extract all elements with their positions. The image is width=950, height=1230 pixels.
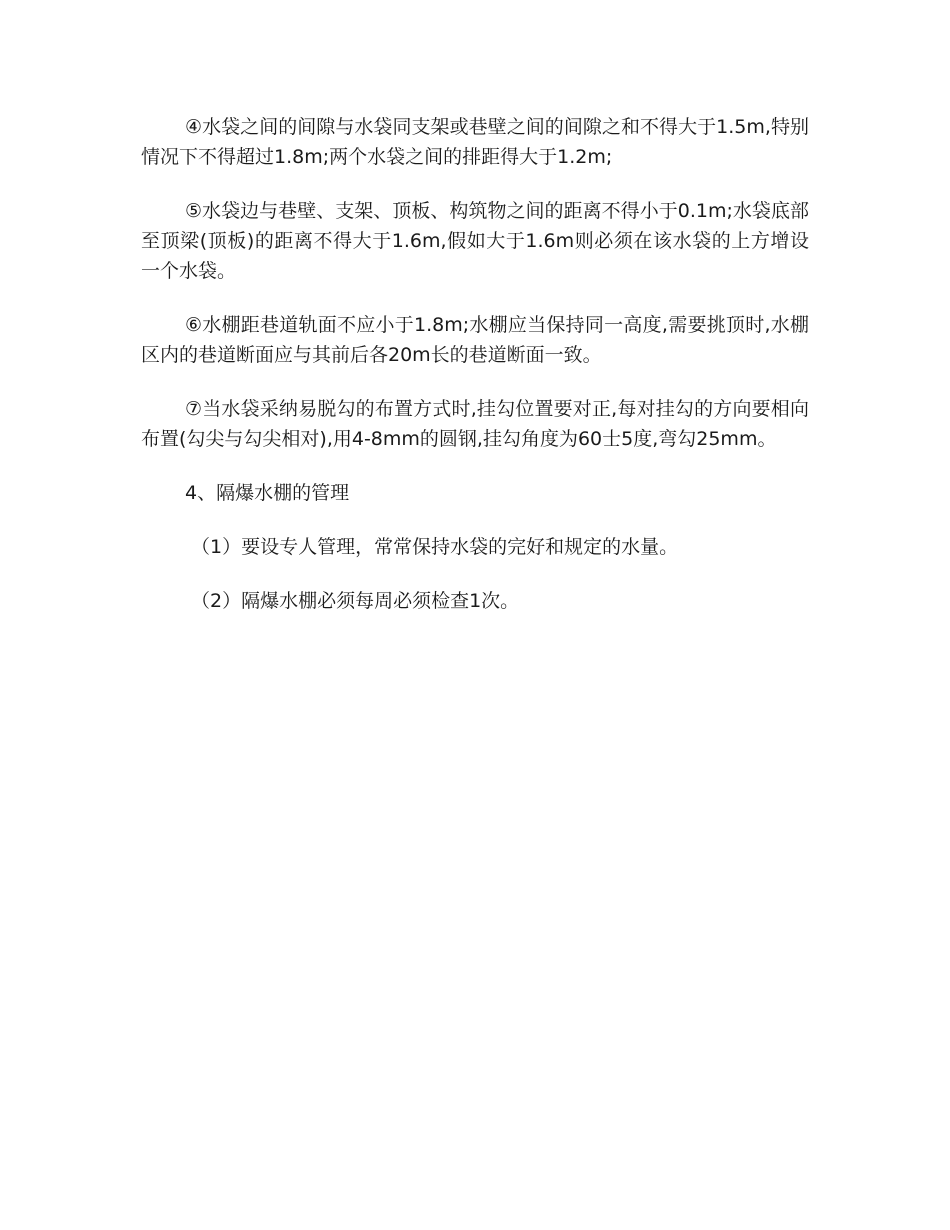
paragraph-item-4: ④水袋之间的间隙与水袋同支架或巷壁之间的间隙之和不得大于1.5m,特别情况下不得超过1.8m;两个水袋之间的排距得大于1.2m; xyxy=(141,116,809,168)
section-heading: 4、隔爆水棚的管理 xyxy=(185,482,350,504)
paragraph-item-5: ⑤水袋边与巷壁、支架、顶板、构筑物之间的距离不得小于0.1m;水袋底部至顶梁(顶板)的距离不得大于1.6m,假如大于1.6m则必须在该水袋的上方增设一个水袋。 xyxy=(141,200,809,282)
document-body xyxy=(141,112,809,640)
paragraph-item-7: ⑦当水袋采纳易脱勾的布置方式时,挂勾位置要对正,每对挂勾的方向要相向布置(勾尖与勾尖相对),用4-8mm的圆钢,挂勾角度为60士5度,弯勾25mm。 xyxy=(141,398,809,450)
list-item-2: （2）隔爆水棚必须每周必须检查1次。 xyxy=(191,590,520,612)
paragraph-item-6: ⑥水棚距巷道轨面不应小于1.8m;水棚应当保持同一高度,需要挑顶时,水棚区内的巷道断面应与其前后各20m长的巷道断面一致。 xyxy=(141,314,809,366)
list-item-1: （1）要设专人管理，常常保持水袋的完好和规定的水量。 xyxy=(191,536,679,558)
